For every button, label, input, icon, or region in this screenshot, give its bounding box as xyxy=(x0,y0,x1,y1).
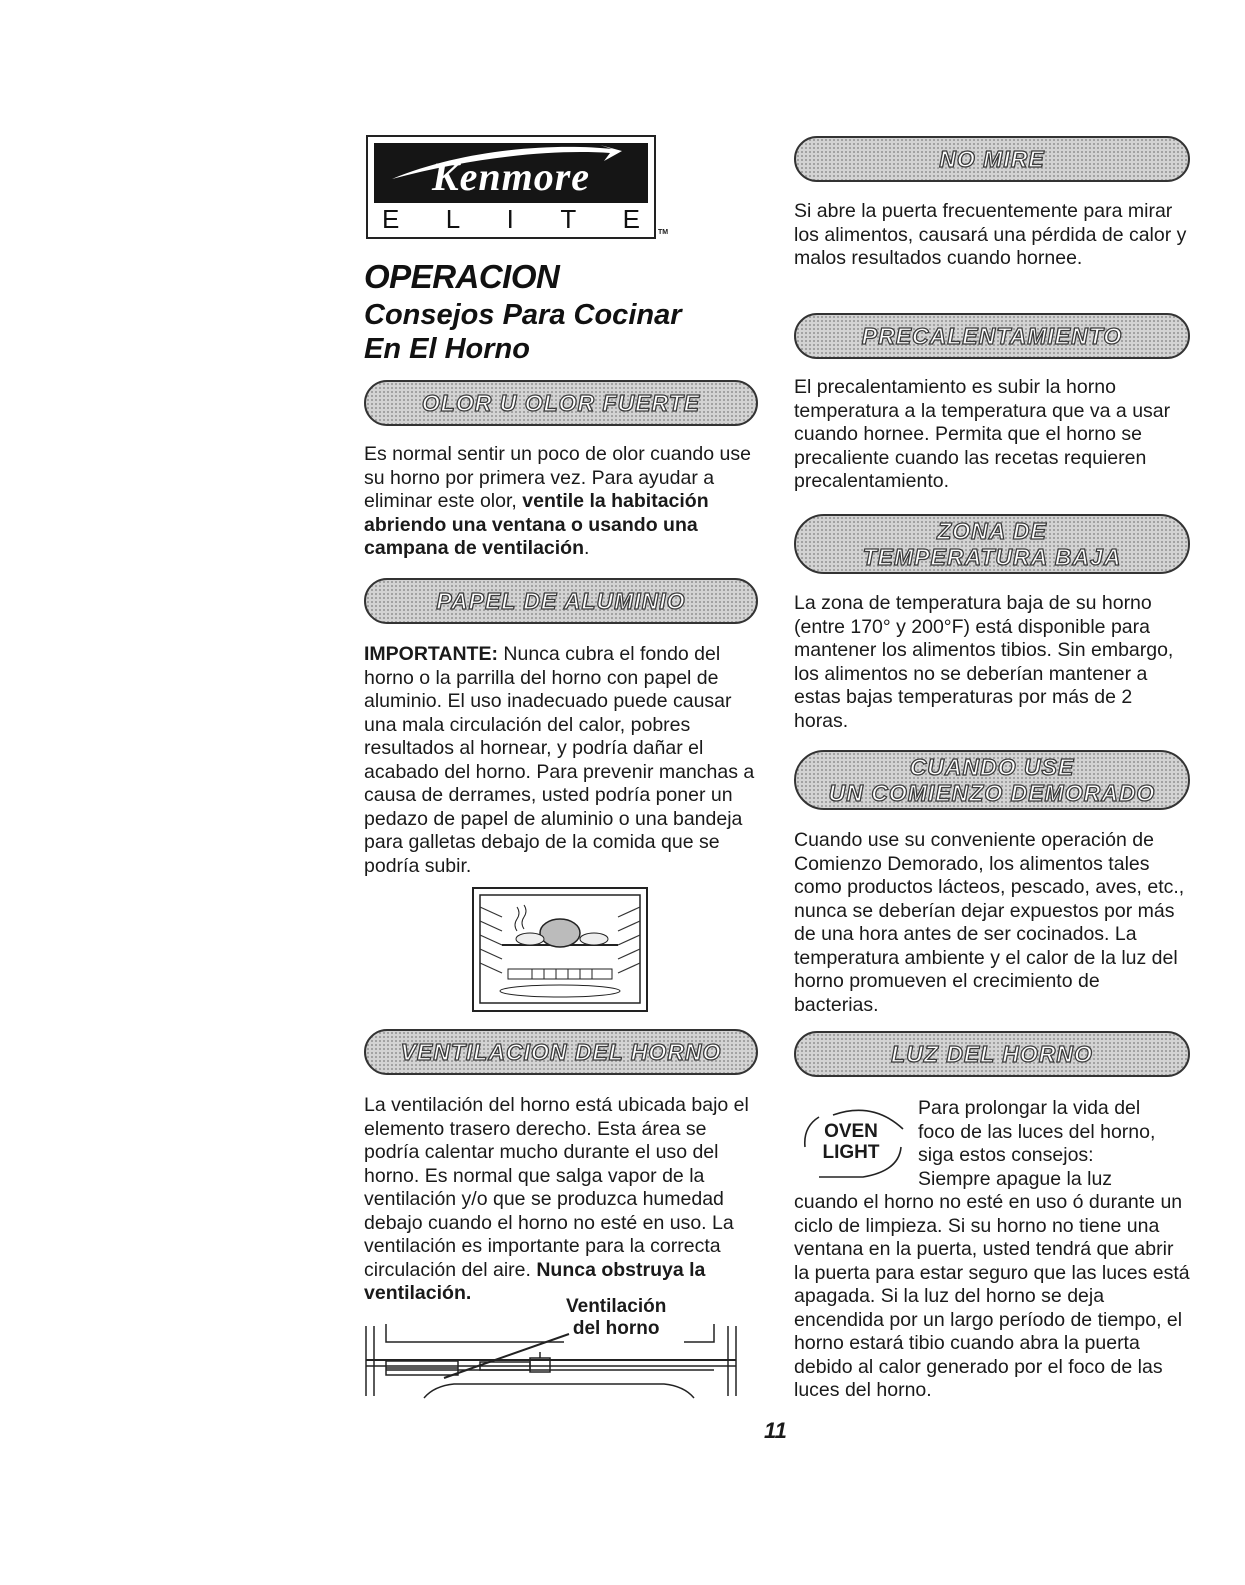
logo-brand: Kenmore xyxy=(431,154,591,199)
section-header-papel: PAPEL DE ALUMINIO xyxy=(364,578,758,624)
logo-elite-letters: E L I T E xyxy=(382,204,640,234)
section-text-ventilacion: La ventilación del horno está ubicada bajo el elemento trasero derecho. Esta área se podría calentar mucho durante el uso del horno. Es normal que salga vapor de la ventilación y/o que se produzca humedad debajo cuando el horno no esté en uso. La ventilación es importante para la correcta circulación del aire. Nunca obstruya la ventilación. xyxy=(364,1094,749,1304)
section-header-zona: ZONA DE TEMPERATURA BAJA xyxy=(794,514,1190,574)
trademark-mark: TM xyxy=(658,229,669,236)
oven-vent-diagram xyxy=(364,1298,738,1400)
section-text-precalentamiento: El precalentamiento es subir la horno temperatura a la temperatura que va a usar cuando hornee. Permita que el horno se precaliente cuando las recetas requieren precalentamiento. xyxy=(794,376,1171,492)
page-subtitle: Consejos Para Cocinar En El Horno xyxy=(364,299,682,365)
section-header-olor: OLOR U OLOR FUERTE xyxy=(364,380,758,426)
section-text-olor: Es normal sentir un poco de olor cuando use su horno por primera vez. Para ayudar a eliminar este olor, ventile la habitación abriendo una ventana o usando una campana de ventilación. xyxy=(364,443,751,559)
section-header-ventilacion: VENTILACION DEL HORNO xyxy=(364,1029,758,1075)
section-header-no-mire: NO MIRE xyxy=(794,136,1190,182)
section-text-no-mire: Si abre la puerta frecuentemente para mirar los alimentos, causará una pérdida de calor y malos resultados cuando hornee. xyxy=(794,200,1187,269)
oven-foil-illustration xyxy=(472,887,648,1012)
kenmore-elite-logo xyxy=(366,135,656,239)
section-header-cuando: CUANDO USE UN COMIENZO DEMORADO xyxy=(794,750,1190,810)
section-text-luz: cuando el horno no esté en uso ó durante un ciclo de limpieza. Si su horno no tiene una ventana en la puerta, usted tendrá que abrir la puerta para estar seguro que las luces está apagada. Si la luz del horno se deja encendida por un largo período de tiempo, el horno estará tibio cuando abra la puerta debido al calor generado por el foco de las luces del horno. xyxy=(794,1191,1190,1401)
section-header-luz: LUZ DEL HORNO xyxy=(794,1031,1190,1077)
oven-light-button-illustration: OVEN LIGHT xyxy=(803,1107,913,1183)
section-text-zona: La zona de temperatura baja de su horno (entre 170° y 200°F) está disponible para mantener los alimentos tibios. Sin embargo, los alimentos no se deberían mantener a estas bajas temperaturas por más de 2 horas. xyxy=(794,592,1174,732)
page-number: 11 xyxy=(764,1418,787,1443)
section-header-precalentamiento: PRECALENTAMIENTO xyxy=(794,313,1190,359)
section-text-papel: IMPORTANTE: Nunca cubra el fondo del horno o la parrilla del horno con papel de aluminio. El uso inadecuado puede causar una mala circulación del calor, pobres resultados al hornear, y podría dañar el acabado del horno. Para prevenir manchas a causa de derrames, usted podría poner un pedazo de papel de aluminio o una bandeja para galletas debajo de la comida que se podría subir. xyxy=(364,643,755,877)
logo-black-band xyxy=(374,143,648,203)
section-text-luz-wrapped: Para prolongar la vida del foco de las luces del horno, siga estos consejos: Siempre apague la luz xyxy=(918,1097,1156,1190)
vent-diagram-label: Ventilación del horno xyxy=(566,1296,667,1339)
page-title: OPERACION xyxy=(364,258,560,295)
section-text-cuando: Cuando use su conveniente operación de Comienzo Demorado, los alimentos tales como productos lácteos, pescado, aves, etc., nunca se deberían dejar expuestos por más de una hora antes de ser cocinados. La temperatura ambiente y el calor de la luz del horno promueven el crecimiento de bacterias. xyxy=(794,829,1185,1016)
